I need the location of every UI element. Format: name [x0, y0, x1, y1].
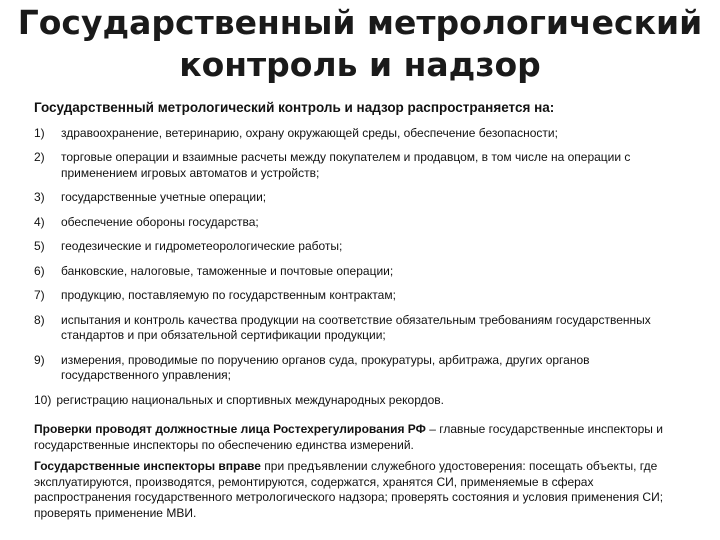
list-item	[34, 393, 684, 409]
list-item	[34, 150, 684, 181]
list-item-text: продукцию, поставляемую по государственным контрактам;	[61, 288, 396, 302]
list-item-number: 8)	[34, 312, 45, 327]
list-item	[34, 313, 684, 344]
list-item-text: геодезические и гидрометеорологические работы;	[61, 239, 343, 253]
title-line-2: контроль и надзор	[179, 45, 541, 84]
list-item-text: торговые операции и взаимные расчеты между покупателем и продавцом, в том числе на операции с применением игровых автоматов и устройств;	[61, 150, 631, 180]
list-item-text: банковские, налоговые, таможенные и почтовые операции;	[61, 263, 394, 278]
list-item-number: 6)	[34, 263, 45, 278]
list-item-number: 7)	[34, 288, 45, 302]
inspectors-text: – главные государственные инспекторы и государственные инспекторы по обеспечению единства измерений.	[34, 422, 663, 452]
inspector-rights-paragraph	[34, 459, 684, 521]
inspector-rights-text: при предъявлении служебного удостоверения: посещать объекты, где эксплуатируются, производятся, ремонтируются, содержатся, хранятся СИ, применяемые в сферах распространения государственного метрологического надзора; проверять состояния и условия применения СИ; проверять применение МВИ.	[34, 459, 664, 520]
lead-heading: Государственный метрологический контроль и надзор распространяется на:	[34, 100, 555, 115]
list-item-text: измерения, проводимые по поручению органов суда, прокуратуры, арбитража, других органов государственного управления;	[61, 352, 590, 382]
list-item-number: 4)	[34, 214, 45, 229]
scope-list	[34, 126, 684, 409]
list-item	[34, 353, 684, 384]
slide-body	[34, 100, 684, 521]
list-item-text: обеспечение обороны государства;	[61, 214, 259, 229]
list-item-text: здравоохранение, ветеринарию, охрану окружающей среды, обеспечение безопасности;	[61, 125, 558, 140]
list-item-text: регистрацию национальных и спортивных международных рекордов.	[56, 392, 444, 407]
title-line-1: Государственный метрологический	[17, 3, 703, 42]
list-item	[34, 264, 684, 280]
inspectors-paragraph	[34, 422, 684, 453]
list-item-number: 1)	[34, 125, 45, 140]
list-item	[34, 190, 684, 206]
list-item-text: испытания и контроль качества продукции на соответствие обязательным требованиям государственных стандартов и при обязательной сертификации продукции;	[61, 312, 651, 342]
list-item-number: 3)	[34, 190, 45, 204]
inspector-rights-bold-text: Государственные инспекторы вправе	[34, 459, 261, 473]
page-title	[0, 2, 720, 86]
list-item-number: 9)	[34, 352, 45, 367]
inspectors-bold-text: Проверки проводят должностные лица Ростехрегулирования РФ	[34, 422, 426, 436]
list-item-number: 5)	[34, 239, 45, 253]
list-item-number: 10)	[34, 392, 52, 407]
list-item	[34, 288, 684, 304]
list-item-text: государственные учетные операции;	[61, 190, 267, 204]
list-item-number: 2)	[34, 150, 45, 164]
list-item	[34, 215, 684, 231]
list-item	[34, 126, 684, 142]
list-item	[34, 239, 684, 255]
